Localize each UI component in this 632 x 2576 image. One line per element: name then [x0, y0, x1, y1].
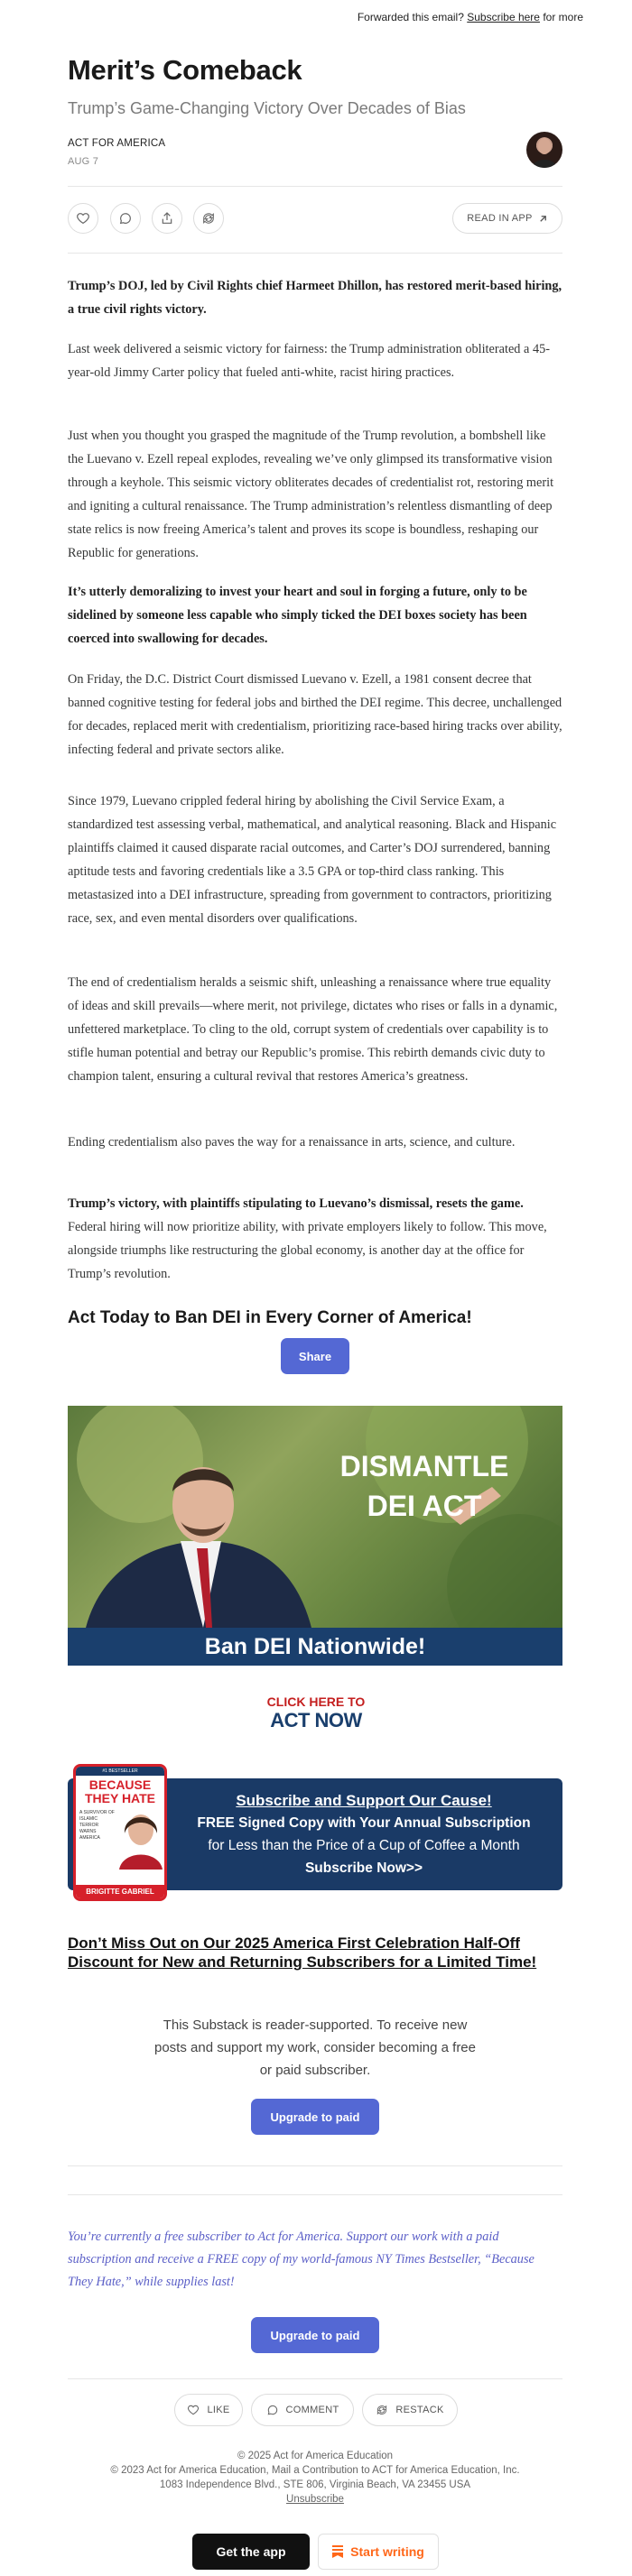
subscribe-banner-line1: Subscribe and Support Our Cause! [236, 1792, 492, 1809]
avatar[interactable] [526, 132, 562, 168]
comment-pill-button[interactable] [251, 2394, 354, 2426]
get-app-button[interactable]: Get the app [192, 2534, 310, 2570]
act-now-line2: ACT NOW [270, 1709, 362, 1731]
paragraph-lead [68, 274, 562, 321]
divider [68, 253, 562, 254]
start-writing-label: Start writing [350, 2544, 424, 2559]
banner-bottom-caption: Ban DEI Nationwide! [68, 1628, 562, 1666]
restack-label: RESTACK [395, 2405, 444, 2415]
share-cta-button[interactable]: Share [281, 1338, 349, 1374]
footer-mail: © 2023 Act for America Education, Mail a Contribution to ACT for America Education, Inc. [110, 2465, 520, 2476]
paragraph: On Friday, the D.C. District Court dismissed Luevano v. Ezell, a 1981 consent decree that banned cognitive testing for federal jobs and birthed the DEI regime. This decree, unchallenged for decades, replaced merit with credentialism, prioritizing race-based hiring tracks over ability, infecting federal and private sectors alike. [68, 672, 562, 757]
book-title [76, 1778, 164, 1805]
upgrade-button[interactable]: Upgrade to paid [251, 2317, 379, 2353]
post-title[interactable]: Merit’s Comeback [68, 54, 302, 86]
substack-logo-icon [332, 2545, 343, 2558]
book-title-line1: BECAUSE [88, 1777, 152, 1792]
restack-icon [201, 211, 216, 226]
cta-heading: Act Today to Ban DEI in Every Corner of America! [68, 1308, 472, 1327]
share-icon [160, 211, 174, 226]
footer-copyright: © 2025 Act for America Education [237, 2451, 394, 2461]
comment-label: COMMENT [285, 2405, 339, 2415]
read-in-app-label: READ IN APP [467, 213, 533, 224]
read-in-app-button[interactable] [452, 203, 562, 234]
paragraph-rest: Federal hiring will now prioritize ability, with private employers likely to follow. This move, alongside triumphs like restructuring the global economy, is another day at the office for Trump’s revolution. [68, 1220, 547, 1281]
subscribe-banner-line2: FREE Signed Copy with Your Annual Subscription [197, 1815, 531, 1831]
like-pill-button[interactable] [174, 2394, 243, 2426]
book-top-text: #1 BESTSELLER [76, 1767, 164, 1776]
paragraph: Ending credentialism also paves the way for a renaissance in arts, science, and culture. [68, 1135, 516, 1150]
restack-pill-button[interactable] [362, 2394, 458, 2426]
forwarded-bar [358, 11, 583, 23]
lead-bold: Trump’s DOJ, led by Civil Rights chief Harmeet Dhillon, has restored merit-based hiring, a true civil rights victory. [68, 279, 562, 317]
banner-line1: DISMANTLE [339, 1450, 509, 1482]
heart-icon [187, 2404, 200, 2416]
banner-line2: DEI ACT [367, 1490, 482, 1522]
act-now-line1: CLICK HERE TO [266, 1694, 366, 1709]
subscribe-here-link[interactable]: Subscribe here [467, 11, 540, 23]
comment-button[interactable] [110, 203, 141, 234]
divider [68, 186, 562, 187]
post-date: AUG 7 [68, 156, 99, 167]
discount-link[interactable]: Don’t Miss Out on Our 2025 America First Celebration Half-Off Discount for New and Returning Subscribers for a Limited Time! [68, 1934, 537, 1971]
subscribe-banner[interactable] [68, 1764, 562, 1903]
comment-icon [266, 2404, 279, 2416]
upgrade-button[interactable]: Upgrade to paid [251, 2099, 379, 2135]
banner-photo [68, 1406, 562, 1666]
paragraph: Just when you thought you grasped the magnitude of the Trump revolution, a bombshell like the Luevano v. Ezell repeal explodes, revealing we’ve only glimpsed its transformative vision through a keyhole. This seismic victory obliterates decades of credentialist rot, restoring merit and igniting a cultural renaissance. The Trump administration’s relentless dismantling of deep state relics is now freeing America’s talent and proves its scope is boundless, reshaping our Republic for generations. [68, 429, 554, 560]
bold-text: Trump’s victory, with plaintiffs stipulating to Luevano’s dismissal, resets the game. [68, 1196, 524, 1211]
paragraph [68, 1192, 562, 1286]
like-label: LIKE [207, 2405, 230, 2415]
divider [68, 2194, 562, 2195]
book-subtitle: A SURVIVOR OF ISLAMIC TERROR WARNS AMERICA [79, 1810, 115, 1841]
paragraph-bold [68, 580, 562, 651]
heart-icon [76, 211, 90, 226]
arrow-up-right-icon [538, 214, 548, 224]
subscribe-banner-line3: for Less than the Price of a Cup of Coffee a Month [208, 1838, 520, 1853]
like-button[interactable] [68, 203, 98, 234]
forwarded-suffix: for more [543, 11, 583, 23]
comment-icon [118, 211, 133, 226]
footer-address: 1083 Independence Blvd., STE 806, Virginia Beach, VA 23455 USA [159, 2479, 471, 2490]
book-author-photo [116, 1806, 166, 1870]
divider [68, 2378, 562, 2379]
banner-headline [325, 1446, 524, 1526]
start-writing-button[interactable] [318, 2534, 439, 2570]
author-name[interactable]: ACT FOR AMERICA [68, 138, 166, 149]
book-cover [73, 1764, 167, 1901]
paragraph: The end of credentialism heralds a seismic shift, unleashing a renaissance where true equality of ideas and skill prevails—where merit, not privilege, dictates who rises or falls in a dynamic, unfettered marketplace. To cling to the old, corrupt system of credentials over capability is to stifle human potential and betray our Republic’s promise. This rebirth demands civic duty to champion talent, ensuring a cultural revival that restores America’s greatness. [68, 975, 558, 1084]
restack-icon [376, 2404, 388, 2416]
share-button[interactable] [152, 203, 182, 234]
bold-text: It’s utterly demoralizing to invest your heart and soul in forging a future, only to be sidelined by someone less capable who simply ticked the DEI boxes society has been coerced into swallowing for decades. [68, 585, 527, 646]
footer [68, 2449, 562, 2507]
support-text: This Substack is reader-supported. To receive new posts and support my work, consider becoming a free or paid subscriber. [153, 2017, 476, 2078]
subscribe-banner-line4: Subscribe Now>> [304, 1860, 423, 1876]
subscribe-banner-text [174, 1789, 553, 1879]
post-subtitle: Trump’s Game-Changing Victory Over Decades of Bias [68, 99, 466, 117]
restack-button[interactable] [193, 203, 224, 234]
act-now-button[interactable] [262, 1694, 370, 1734]
paragraph: Since 1979, Luevano crippled federal hiring by abolishing the Civil Service Exam, a standardized test assessing verbal, mathematical, and analytical reasoning. Black and Hispanic plaintiffs claimed it caused disparate racial outcomes, and Carter’s DOJ surrendered, banning aptitude tests and favoring credentials like a 3.5 GPA or top-third class ranking. This metastasized into a DEI infrastructure, spreading from government to contractors, prioritizing race, sex, and even mental disorders over qualifications. [68, 794, 557, 926]
unsubscribe-link[interactable]: Unsubscribe [286, 2494, 344, 2505]
free-subscriber-note: You’re currently a free subscriber to Act for America. Support our work with a paid subscription and receive a FREE copy of my world-famous NY Times Bestseller, “Because They Hate,” while supplies last! [68, 2230, 534, 2289]
book-title-line2: THEY HATE [84, 1791, 156, 1805]
book-author: BRIGITTE GABRIEL [76, 1885, 164, 1898]
forwarded-text: Forwarded this email? [357, 11, 464, 23]
paragraph: Last week delivered a seismic victory for fairness: the Trump administration obliterated a 45-year-old Jimmy Carter policy that fueled anti-white, racist hiring practices. [68, 342, 551, 380]
divider [68, 2165, 562, 2166]
dismantle-dei-banner[interactable] [68, 1406, 562, 1666]
